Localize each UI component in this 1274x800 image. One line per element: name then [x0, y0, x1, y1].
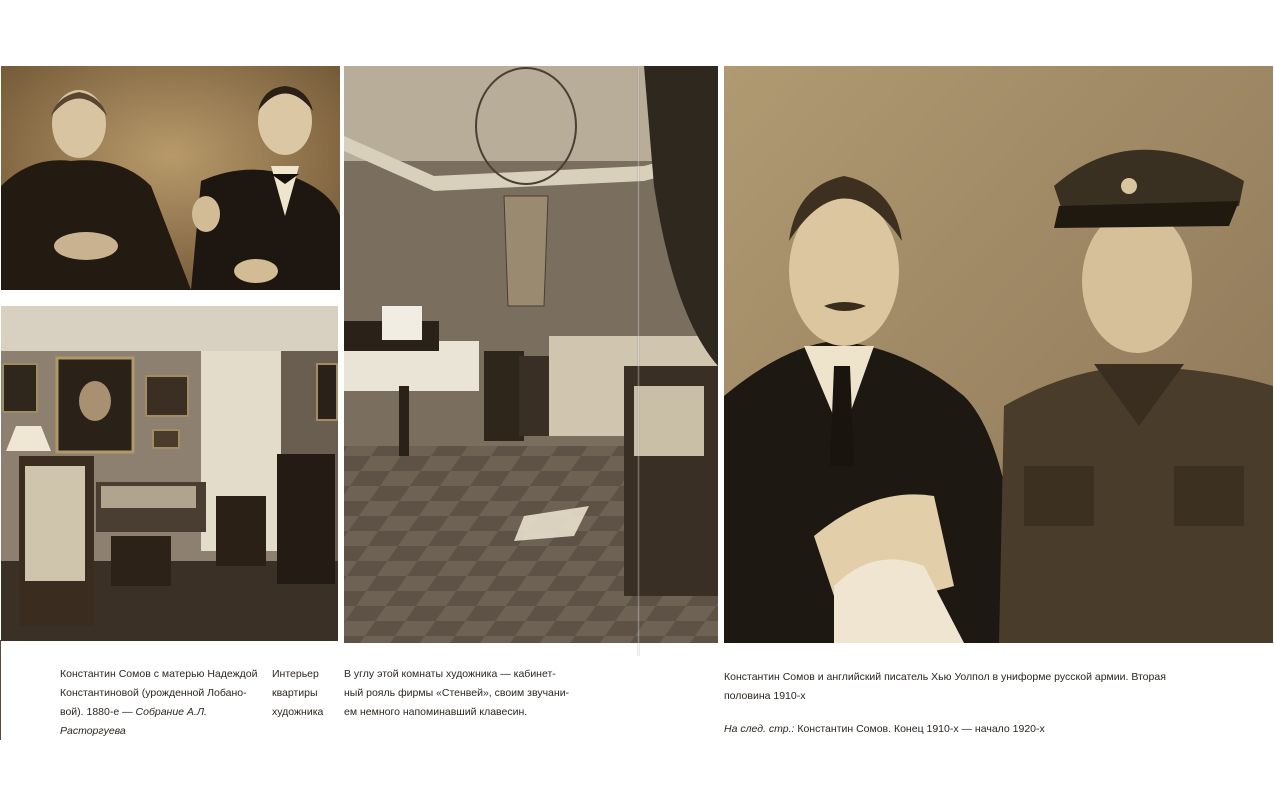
- book-spine-gutter: [637, 66, 640, 656]
- page-edge-line: [0, 640, 1, 740]
- caption-piano-room: [344, 665, 574, 722]
- caption-line: Константиновой (урожденной Лобано-: [60, 687, 247, 699]
- caption-mother-son: [60, 665, 265, 741]
- caption-line: квартиры: [272, 687, 318, 699]
- caption-next-page-text: Константин Сомов. Конец 1910-х — начало 1920-х: [794, 723, 1045, 735]
- caption-line: В углу этой комнаты художника — кабинет-: [344, 668, 556, 680]
- caption-line: Константин Сомов и английский писатель Хью Уолпол в униформе русской армии. Вторая: [724, 671, 1166, 683]
- caption-collection: Собрание А.Л. Расторгуева: [60, 706, 207, 737]
- caption-line: половина 1910-х: [724, 690, 806, 702]
- caption-next-page: [724, 720, 1184, 739]
- photo-apartment-interior: [1, 306, 338, 641]
- caption-line: Константин Сомов с матерью Надеждой: [60, 668, 258, 680]
- caption-line: [60, 703, 265, 741]
- photo-somov-and-walpole: [724, 66, 1273, 643]
- caption-next-page-prefix: На след. стр.:: [724, 723, 795, 735]
- caption-interior: [272, 665, 334, 722]
- photo-somov-with-mother: [1, 66, 340, 290]
- caption-line: художника: [272, 706, 324, 718]
- photo-room-with-steinway-piano: [344, 66, 718, 643]
- caption-somov-walpole: [724, 668, 1184, 706]
- caption-date: вой). 1880-е —: [60, 706, 136, 718]
- caption-line: ный рояль фирмы «Стенвей», своим звучани-: [344, 687, 570, 699]
- caption-line: Интерьер: [272, 668, 319, 680]
- caption-line: ем немного напоминавший клавесин.: [344, 706, 528, 718]
